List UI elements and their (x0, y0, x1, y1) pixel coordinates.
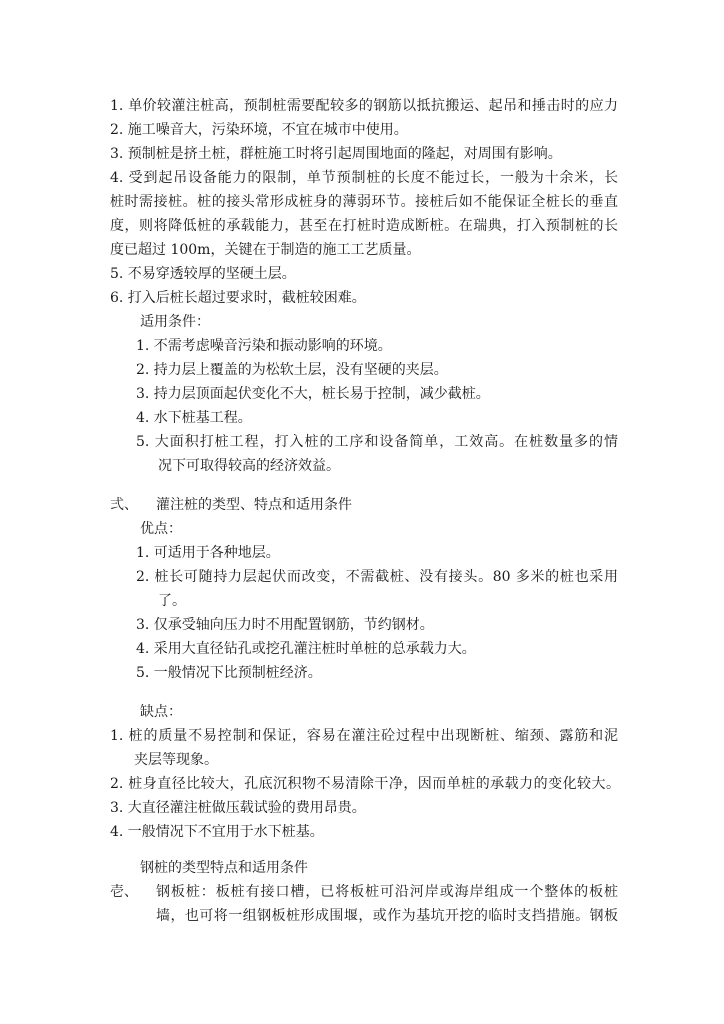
list-item: 5. 不易穿透较厚的坚硬土层。 (110, 266, 296, 282)
list-item: 3. 预制桩是挤土桩，群桩施工时将引起周围地面的隆起，对周围有影响。 (110, 146, 562, 162)
list-item: 2. 持力层上覆盖的为松软土层，没有坚硬的夹层。 (136, 362, 448, 378)
list-item: 4. 水下桩基工程。 (136, 410, 252, 426)
paragraph-line: 墙，也可将一组钢板桩形成围堰，或作为基坑开挖的临时支挡措施。钢板 (156, 908, 618, 924)
list-item-continuation: 夹层等现象。 (134, 752, 218, 768)
list-item: 4. 受到起吊设备能力的限制，单节预制桩的长度不能过长，一般为十余米，长 (110, 170, 618, 186)
paragraph-line: 桩时需接桩。桩的接头常形成桩身的薄弱环节。接桩后如不能保证全桩长的垂直 (110, 194, 618, 210)
list-item: 2. 桩长可随持力层起伏而改变，不需截桩、没有接头。80 多米的桩也采用 (136, 569, 618, 585)
section-number: 壱、 (110, 884, 138, 900)
list-item: 6. 打入后桩长超过要求时，截桩较困难。 (110, 290, 366, 306)
section-number: 弍、 (110, 497, 138, 513)
list-item: 5. 一般情况下比预制桩经济。 (136, 665, 322, 681)
list-item: 2. 桩身直径比较大，孔底沉积物不易清除干净，因而单桩的承载力的变化较大。 (110, 776, 620, 792)
section-title: 灌注桩的类型、特点和适用条件 (156, 497, 352, 513)
list-item: 1. 桩的质量不易控制和保证，容易在灌注砼过程中出现断桩、缩颈、露筋和泥 (110, 728, 618, 744)
disadvantages-heading: 缺点： (140, 704, 182, 720)
paragraph-line: 钢板桩：板桩有接口槽，已将板桩可沿河岸或海岸组成一个整体的板桩 (156, 884, 618, 900)
list-item: 1. 可适用于各种地层。 (136, 545, 280, 561)
section-heading: 钢桩的类型特点和适用条件 (140, 860, 308, 876)
list-item: 3. 大直径灌注桩做压载试验的费用昂贵。 (110, 800, 366, 816)
list-item: 5. 大面积打桩工程，打入桩的工序和设备简单，工效高。在桩数量多的情 (136, 434, 618, 450)
list-item-continuation: 况下可取得较高的经济效益。 (158, 458, 340, 474)
list-item: 4. 一般情况下不宜用于水下桩基。 (110, 824, 324, 840)
list-item: 1. 单价较灌注桩高，预制桩需要配较多的钢筋以抵抗搬运、起吊和捶击时的应力 (110, 98, 618, 114)
list-item: 3. 持力层顶面起伏变化不大，桩长易于控制，减少截桩。 (136, 386, 490, 402)
list-item-continuation: 了。 (158, 593, 186, 609)
list-item: 4. 采用大直径钻孔或挖孔灌注桩时单桩的总承载力大。 (136, 641, 476, 657)
paragraph-line: 度，则将降低桩的承载能力，甚至在打桩时造成断桩。在瑞典，打入预制桩的长 (110, 218, 618, 234)
list-item: 1. 不需考虑噪音污染和振动影响的环境。 (136, 338, 392, 354)
list-item: 2. 施工噪音大，污染环境，不宜在城市中使用。 (110, 122, 408, 138)
applicable-heading: 适用条件： (140, 314, 210, 330)
advantages-heading: 优点： (140, 521, 182, 537)
paragraph-line: 度已超过 100m，关键在于制造的施工工艺质量。 (110, 242, 421, 258)
list-item: 3. 仅承受轴向压力时不用配置钢筋，节约钢材。 (136, 617, 434, 633)
